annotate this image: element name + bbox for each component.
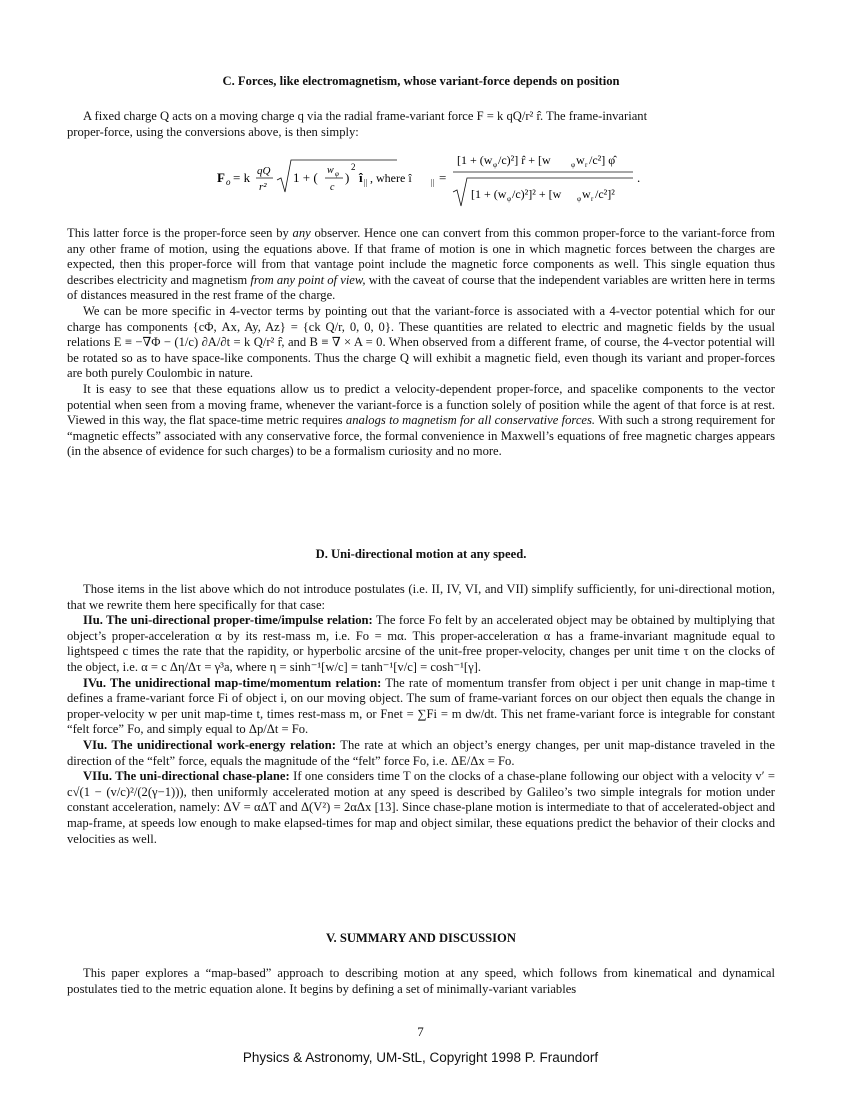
item-VIu xyxy=(67,738,775,769)
p3-emph: analogs to magnetism for all conservative forces. xyxy=(345,413,596,428)
p1-part-a: This latter force is the proper-force seen by xyxy=(67,226,289,240)
item-IVu-heading: IVu. The unidirectional map-time/momentum relation: xyxy=(83,675,382,690)
section-c-title: C. Forces, like electromagnetism, whose variant-force depends on position xyxy=(222,74,620,88)
p1-part-c: with the caveat of course that the independent variables are written here in terms of distances measured in the rest frame of the charge. xyxy=(67,272,775,303)
svg-text:): ) xyxy=(345,170,350,185)
svg-text:2: 2 xyxy=(351,162,356,172)
svg-text:r: r xyxy=(591,195,594,203)
svg-text:w: w xyxy=(327,165,334,176)
eq-F: F xyxy=(217,170,225,185)
svg-text:r: r xyxy=(585,161,588,169)
item-VIIu xyxy=(67,769,775,847)
item-IIu-heading: IIu. The uni-directional proper-time/impulse relation: xyxy=(83,613,373,628)
item-VIIu-heading: VIIu. The uni-directional chase-plane: xyxy=(83,769,290,784)
svg-text:φ: φ xyxy=(493,161,498,169)
svg-text:/c²]²: /c²]² xyxy=(595,187,615,201)
p3-part-b: With such a strong requirement for “magnetic effects” associated with any conservative force, the formal convenience in Maxwell’s equations of free magnetic charges appears (in the absence of evidence for such charges) to be a formalism curiosity and no more. xyxy=(67,413,775,459)
svg-text:î: î xyxy=(359,170,363,185)
svg-text:φ: φ xyxy=(571,161,576,169)
item-IVu xyxy=(67,676,775,738)
svg-text:r²: r² xyxy=(259,181,267,193)
paragraph-summary: This paper explores a “map-based” approach to describing motion at any speed, which follows from kinematical and dynamical postulates tied to the metric equation alone. It begins by defining a set of minimally-variant variables xyxy=(67,966,775,996)
svg-text:=: = xyxy=(439,170,447,185)
svg-text:[1 + (w: [1 + (w xyxy=(471,187,507,201)
intro-line-2: proper-force, using the conversions above, is then simply: xyxy=(67,124,359,139)
section-c-intro xyxy=(67,109,775,140)
section-d-title: D. Uni-directional motion at any speed. xyxy=(315,547,527,561)
svg-text:/c²] φ̂: /c²] φ̂ xyxy=(589,153,616,167)
p1-part-b: observer. Hence one can convert from this common proper-force to the variant-force from any other frame of motion, using the equations above. If that frame of motion is one in which magnetic forces between the charges are expected, then this proper-force will from that vantage point include the magnetic force components as well. This single equation thus describes electricity and magnetism xyxy=(67,226,775,287)
svg-text:/c)²]² + [w: /c)²]² + [w xyxy=(512,187,562,201)
paragraph-magnetism-analog xyxy=(67,382,775,460)
page-number: 7 xyxy=(417,1024,424,1039)
paragraph-d-intro: Those items in the list above which do not introduce postulates (i.e. II, IV, VI, and VII) simplify sufficiently, for uni-directional motion, that we rewrite them here specifically for that case: xyxy=(67,582,775,612)
section-v-body xyxy=(67,966,775,997)
svg-text:w: w xyxy=(582,187,591,201)
svg-text:φ: φ xyxy=(507,195,512,203)
svg-text:[1 + (w: [1 + (w xyxy=(457,153,493,167)
svg-text:/c)²] r̂ + [w: /c)²] r̂ + [w xyxy=(498,153,551,167)
svg-text:qQ: qQ xyxy=(257,165,271,177)
svg-text:.: . xyxy=(637,170,641,185)
section-c-body xyxy=(67,226,775,460)
item-VIu-body: The rate at which an object’s energy changes, per unit map-distance traveled in the direction of the “felt” force, equals the magnitude of the “felt” force Fo, i.e. ΔE/Δx = Fo. xyxy=(67,737,775,768)
svg-text:φ: φ xyxy=(335,170,339,178)
section-d-body xyxy=(67,582,775,847)
paragraph-proper-force xyxy=(67,226,775,304)
intro-line-1: A fixed charge Q acts on a moving charge q via the radial frame-variant force F = k qQ/r² r̂. The frame-invariant xyxy=(83,109,648,123)
p3-part-a: It is easy to see that these equations allow us to predict a velocity-dependent proper-force, and spacelike components to the vector potential when seen from a moving frame, whenever the variant-force is a function solely of position while the agent of that force is at rest. Viewed in this way, the flat space-time metric requires xyxy=(67,381,775,428)
svg-text:o: o xyxy=(226,177,231,187)
svg-text:||: || xyxy=(364,178,368,187)
svg-text:φ: φ xyxy=(577,195,582,203)
p1-emph-view: from any point of view, xyxy=(250,272,366,287)
paragraph-four-vector: We can be more specific in 4-vector terms by pointing out that the variant-force is associated with a 4-vector potential which for our charge has components {cΦ, Ax, Ay, Az} = {ck Q/r, 0, 0, 0}. These quantities are related to electric and magnetic fields by the usual relations E ≡ −∇Φ − (1/c) ∂A/∂t = k Q/r² r̂, and B ≡ ∇ × A = 0. When observed from a different frame, of course, the 4-vector potential will be rotated so as to have space-like components. Thus the charge Q will exhibit a magnetic field, even though its variant and proper-forces are both purely Coulombic in nature. xyxy=(67,303,775,381)
equation-graphic xyxy=(217,148,697,210)
eq-where: , where î xyxy=(370,171,412,185)
item-IVu-body: The rate of momentum transfer from object i per unit change in map-time t defines a frame-variant force Fi of object i, on our moving object. The sum of frame-variant forces on our object then equals the change in proper-velocity w per unit map-time t, times rest-mass m, or Fnet = ∑Fi = m dw/dt. This net frame-variant force is integrable for constant “felt force” Fo, and simply equal to Δp/Δt = Fo. xyxy=(67,675,776,737)
svg-text:c: c xyxy=(330,182,335,193)
proper-force-equation xyxy=(217,148,697,210)
item-VIu-heading: VIu. The unidirectional work-energy relation: xyxy=(83,737,336,752)
page-footer: Physics & Astronomy, UM-StL, Copyright 1998 P. Fraundorf xyxy=(242,1050,599,1065)
item-VIIu-body: If one considers time T on the clocks of a chase-plane following our object with a velocity v′ = c√(1 − (v/c)²/(2(γ−1))), then uniformly accelerated motion at any speed is described by Galileo’s two simple integrals for motion under constant acceleration, namely: ΔV = αΔT and Δ(V²) = 2αΔx [13]. Since chase-plane motion is intermediate to that of accelerated-object and map-frame, at speeds low enough to make elapsed-times for map and object similar, these equations predict the behavior of their clocks and velocities as well. xyxy=(67,769,775,846)
svg-text:||: || xyxy=(431,178,435,187)
p1-emph-any: any xyxy=(292,226,311,240)
item-IIu-body: The force Fo felt by an accelerated object may be obtained by multiplying that object’s proper-acceleration α by its rest-mass m, i.e. Fo = mα. This proper-acceleration α has a frame-invariant magnitude equal to lightspeed c times the rate that the rapidity, or hyperbolic arcsine of the unit-free proper-velocity, changes per unit time τ on the clocks of the object, i.e. α = c Δη/Δτ = γ³a, where η = sinh⁻¹[w/c] = tanh⁻¹[v/c] = cosh⁻¹[γ]. xyxy=(67,613,775,674)
svg-text:= k: = k xyxy=(233,170,251,185)
section-v-title: V. SUMMARY AND DISCUSSION xyxy=(326,931,516,945)
svg-text:1 + (: 1 + ( xyxy=(293,170,318,185)
svg-text:w: w xyxy=(576,153,585,167)
item-IIu xyxy=(67,613,775,675)
